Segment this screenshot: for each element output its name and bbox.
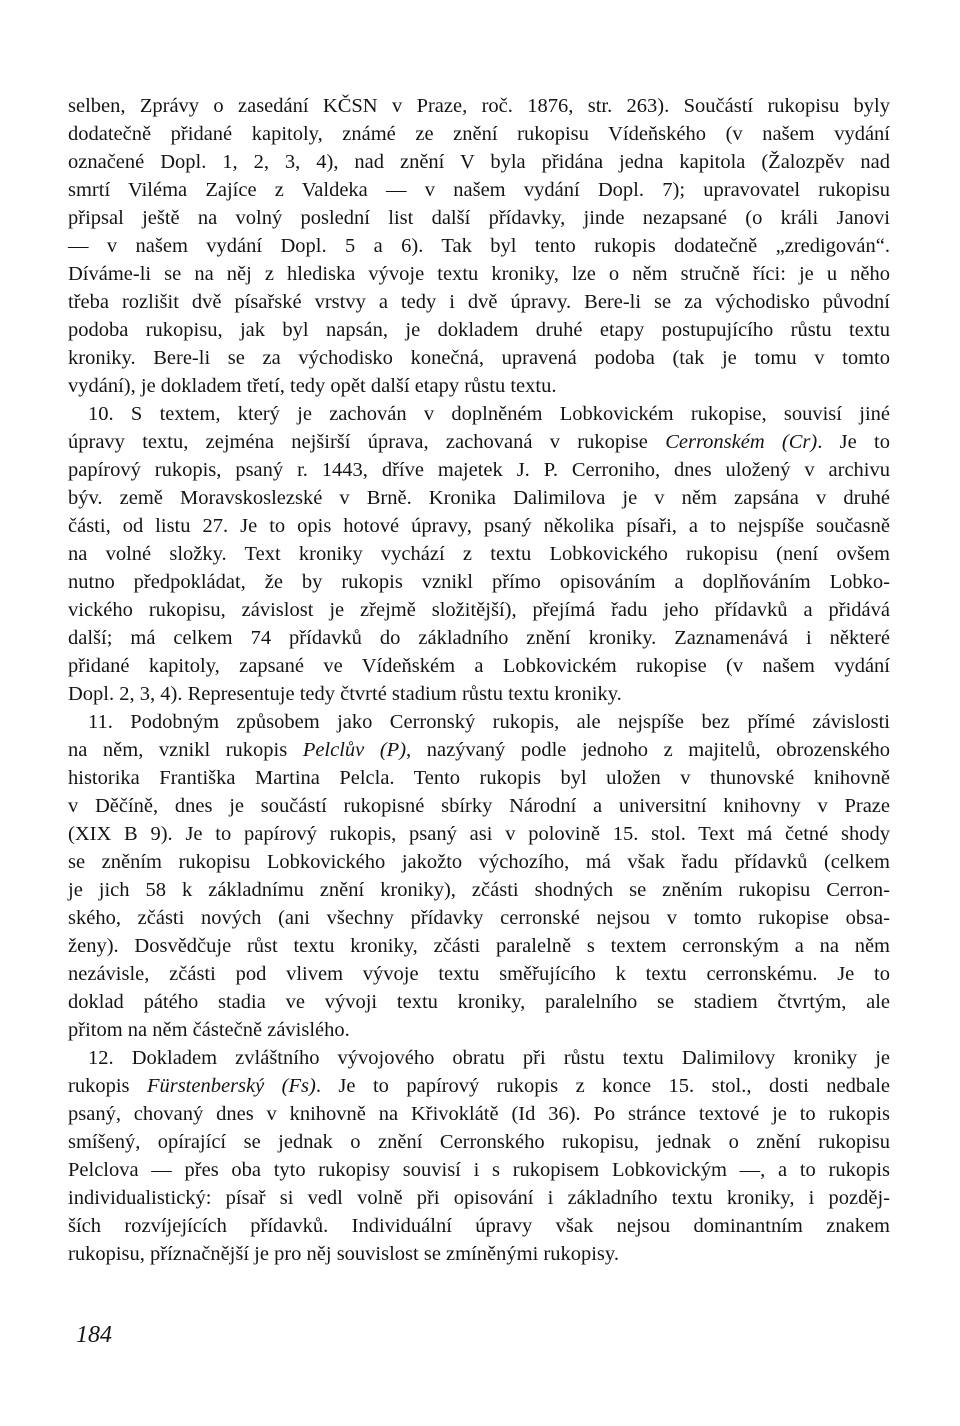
text-line: třeba rozlišit dvě písařské vrstvy a tedy i dvě úpravy. Bere-li se za východisko původní bbox=[68, 291, 890, 313]
text-line: smrtí Viléma Zajíce z Valdeka — v našem vydání Dopl. 7); upravovatel rukopisu bbox=[68, 179, 890, 201]
text-line: (XIX B 9). Je to papírový rukopis, psaný asi v polovině 15. stol. Text má četné shody bbox=[68, 823, 890, 845]
text-line: vydání), je dokladem třetí, tedy opět další etapy růstu textu. bbox=[68, 375, 557, 397]
text-segment: . Je to papírový rukopis z konce 15. stol., dosti nedbale bbox=[315, 1075, 891, 1097]
text-line: se zněním rukopisu Lobkovického jakožto výchozího, má však řadu přídavků (celkem bbox=[68, 851, 890, 873]
text-line: ského, zčásti nových (ani všechny přídavky cerronské nejsou v tomto rukopise obsa- bbox=[68, 907, 890, 929]
text-line: kroniky. Bere-li se za východisko konečná, upravená podoba (tak je tomu v tomto bbox=[68, 347, 890, 369]
text-line: vického rukopisu, závislost je zřejmě složitější), přejímá řadu jeho přídavků a přidává bbox=[68, 599, 890, 621]
text-segment: rukopis bbox=[68, 1075, 147, 1097]
text-line bbox=[68, 1072, 890, 1100]
text-line: podoba rukopisu, jak byl napsán, je dokladem druhé etapy postupujícího růstu textu bbox=[68, 319, 890, 341]
text-line bbox=[68, 736, 890, 764]
text-line: selben, Zprávy o zasedání KČSN v Praze, roč. 1876, str. 263). Součástí rukopisu byly bbox=[68, 95, 890, 117]
text-line: v Děčíně, dnes je součástí rukopisné sbírky Národní a universitní knihovny v Praze bbox=[68, 795, 890, 817]
text-segment: . Je to bbox=[817, 431, 890, 453]
text-line: býv. země Moravskoslezské v Brně. Kronika Dalimilova je v něm zapsána v druhé bbox=[68, 487, 890, 509]
text-segment: na něm, vznikl rukopis bbox=[68, 739, 303, 761]
text-line: Dopl. 2, 3, 4). Representuje tedy čtvrté stadium růstu textu kroniky. bbox=[68, 683, 622, 705]
text-line: — v našem vydání Dopl. 5 a 6). Tak byl tento rukopis dodatečně „zredigován“. bbox=[68, 235, 890, 257]
text-line: doklad pátého stadia ve vývoji textu kroniky, paralelního se stadiem čtvrtým, ale bbox=[68, 991, 890, 1013]
text-line: smíšený, opírající se jednak o znění Cerronského rukopisu, jednak o znění rukopisu bbox=[68, 1131, 890, 1153]
text-line: psaný, chovaný dnes v knihovně na Křivoklátě (Id 36). Po stránce textové je to rukopis bbox=[68, 1103, 890, 1125]
text-line: připsal ještě na volný poslední list další přídavky, jinde nezapsané (o králi Janovi bbox=[68, 207, 890, 229]
text-line: nezávisle, zčásti pod vlivem vývoje textu směřujícího k textu cerronskému. Je to bbox=[68, 963, 890, 985]
text-line: části, od listu 27. Je to opis hotové úpravy, psaný několika písaři, a to nejspíše současně bbox=[68, 515, 890, 537]
body-text bbox=[68, 92, 890, 1268]
text-line: na volné složky. Text kroniky vychází z textu Lobkovického rukopisu (není ovšem bbox=[68, 543, 890, 565]
text-line: přitom na něm částečně závislého. bbox=[68, 1019, 350, 1041]
text-line bbox=[68, 428, 890, 456]
paragraph-first-line: 12. Dokladem zvláštního vývojového obratu při růstu textu Dalimilovy kroniky je bbox=[88, 1047, 890, 1069]
text-line: Díváme-li se na něj z hlediska vývoje textu kroniky, lze o něm stručně říci: je u něho bbox=[68, 263, 890, 285]
text-line: papírový rukopis, psaný r. 1443, dříve majetek J. P. Cerroniho, dnes uložený v archivu bbox=[68, 459, 890, 481]
page-number: 184 bbox=[76, 1322, 112, 1348]
manuscript-name-italic: Pelclův (P) bbox=[302, 739, 407, 761]
text-line: nutno předpokládat, že by rukopis vznikl přímo opisováním a doplňováním Lobko- bbox=[68, 571, 890, 593]
text-line: ších rozvíjejících přídavků. Individuální úpravy však nejsou dominantním znakem bbox=[68, 1215, 890, 1237]
text-line: přidané kapitoly, zapsané ve Vídeňském a Lobkovickém rukopise (v našem vydání bbox=[68, 655, 890, 677]
paragraph-first-line: 10. S textem, který je zachován v doplněném Lobkovickém rukopise, souvisí jiné bbox=[88, 403, 890, 425]
text-line: označené Dopl. 1, 2, 3, 4), nad znění V byla přidána jedna kapitola (Žalozpěv nad bbox=[68, 151, 890, 173]
text-line: rukopisu, příznačnější je pro něj souvislost se zmíněnými rukopisy. bbox=[68, 1243, 619, 1265]
text-segment: úpravy textu, zejména nejširší úprava, zachovaná v rukopise bbox=[68, 431, 666, 453]
text-line: individualistický: písař si vedl volně při opisování i základního textu kroniky, i pozděj- bbox=[68, 1187, 890, 1209]
text-line: historika Františka Martina Pelcla. Tento rukopis byl uložen v thunovské knihovně bbox=[68, 767, 890, 789]
manuscript-name-italic: Cerronském (Cr) bbox=[665, 431, 818, 453]
text-line: ženy). Dosvědčuje růst textu kroniky, zčásti paralelně s textem cerronským a na něm bbox=[68, 935, 890, 957]
manuscript-name-italic: Fürstenberský (Fs) bbox=[146, 1075, 316, 1097]
text-line: další; má celkem 74 přídavků do základního znění kroniky. Zaznamenává i některé bbox=[68, 627, 890, 649]
text-line: Pelclova — přes oba tyto rukopisy souvisí i s rukopisem Lobkovickým —, a to rukopis bbox=[68, 1159, 890, 1181]
text-line: dodatečně přidané kapitoly, známé ze znění rukopisu Vídeňského (v našem vydání bbox=[68, 123, 890, 145]
paragraph-first-line: 11. Podobným způsobem jako Cerronský rukopis, ale nejspíše bez přímé závislosti bbox=[88, 711, 890, 733]
text-line: je jich 58 k základnímu znění kroniky), zčásti shodných se zněním rukopisu Cerron- bbox=[68, 879, 890, 901]
text-segment: , nazývaný podle jednoho z majitelů, obrozenského bbox=[406, 739, 890, 761]
